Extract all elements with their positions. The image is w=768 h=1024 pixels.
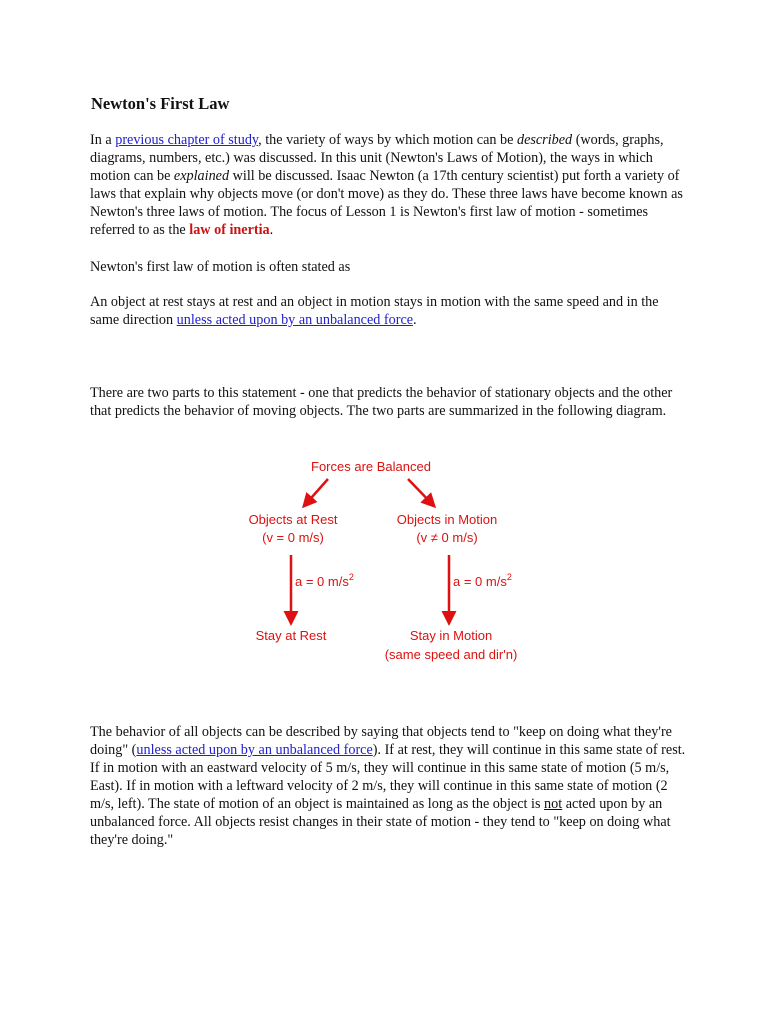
- statement-intro-paragraph: Newton's first law of motion is often stated as: [90, 259, 351, 275]
- first-law-statement: [90, 293, 690, 329]
- stay-in-motion-label: Stay in Motion: [409, 628, 493, 643]
- arrow-to-rest: [304, 479, 328, 506]
- same-speed-direction-label: (same speed and dir'n): [384, 647, 518, 662]
- behavior-paragraph: [90, 723, 690, 849]
- text-span: .: [413, 312, 417, 328]
- unbalanced-force-link[interactable]: unless acted upon by an unbalanced force: [176, 312, 414, 328]
- stay-at-rest-label: Stay at Rest: [255, 628, 327, 643]
- text-span: , the variety of ways by which motion can be: [258, 132, 517, 148]
- previous-chapter-link[interactable]: previous chapter of study: [115, 132, 259, 148]
- law-of-inertia-highlight: law of inertia: [189, 222, 270, 238]
- text-span: ). If at rest, they will continue in this same state of rest. If in motion with an eastward velocity of 5 m/s, they will continue in this same state of motion (5 m/s, East). If in motion with a leftward velocity of 2 m/s, they will continue in this same state of motion (2 m/s, left). The state of motion of an object is maintained as long as the object is: [90, 742, 686, 812]
- text-span: The behavior of all objects can be described by saying that objects tend to "keep on doing what they're doing" (: [90, 724, 672, 758]
- objects-at-rest-label: Objects at Rest: [248, 512, 338, 527]
- emphasis-explained: explained: [173, 168, 230, 184]
- motion-acceleration-label: a = 0 $m/s^2$: [453, 572, 512, 589]
- text-span: acted upon by an unbalanced force. All objects resist changes in their state of motion - they tend to "keep on doing what they're doing.": [90, 796, 671, 848]
- first-law-diagram: [230, 452, 530, 672]
- text-span: .: [269, 222, 274, 238]
- rest-velocity-label: (v = 0 m/s): [262, 530, 324, 545]
- two-parts-paragraph: There are two parts to this statement - one that predicts the behavior of stationary objects and the other that predicts the behavior of moving objects. The two parts are summarized in the following diagram.: [90, 385, 673, 419]
- diagram-top-label: Forces are Balanced: [311, 459, 431, 474]
- text-span: An object at rest stays at rest and an object in motion stays in motion with the same speed and in the same direction: [90, 294, 659, 328]
- objects-in-motion-label: Objects in Motion: [396, 512, 498, 527]
- emphasis-described: described: [516, 132, 573, 148]
- text-span: In a: [90, 132, 116, 148]
- intro-paragraph: [90, 131, 690, 239]
- text-span: (words, graphs, diagrams, numbers, etc.) was discussed. In this unit (Newton's Laws of Motion), the ways in which motion can be: [90, 132, 664, 184]
- motion-velocity-label: (v ≠ 0 m/s): [416, 530, 478, 545]
- unbalanced-force-link-2[interactable]: unless acted upon by an unbalanced force: [136, 742, 373, 758]
- text-span: will be discussed. Isaac Newton (a 17th century scientist) put forth a variety of laws that explain why objects move (or don't move) as they do. These three laws have become known as Newton's three laws of motion. The focus of Lesson 1 is Newton's first law of motion - sometimes referred to as the: [90, 168, 683, 238]
- rest-acceleration-label: a = 0 $m/s^2$: [295, 572, 354, 589]
- page-title: Newton's First Law: [91, 94, 230, 113]
- arrow-to-motion: [408, 479, 434, 506]
- underlined-not: not: [544, 796, 563, 812]
